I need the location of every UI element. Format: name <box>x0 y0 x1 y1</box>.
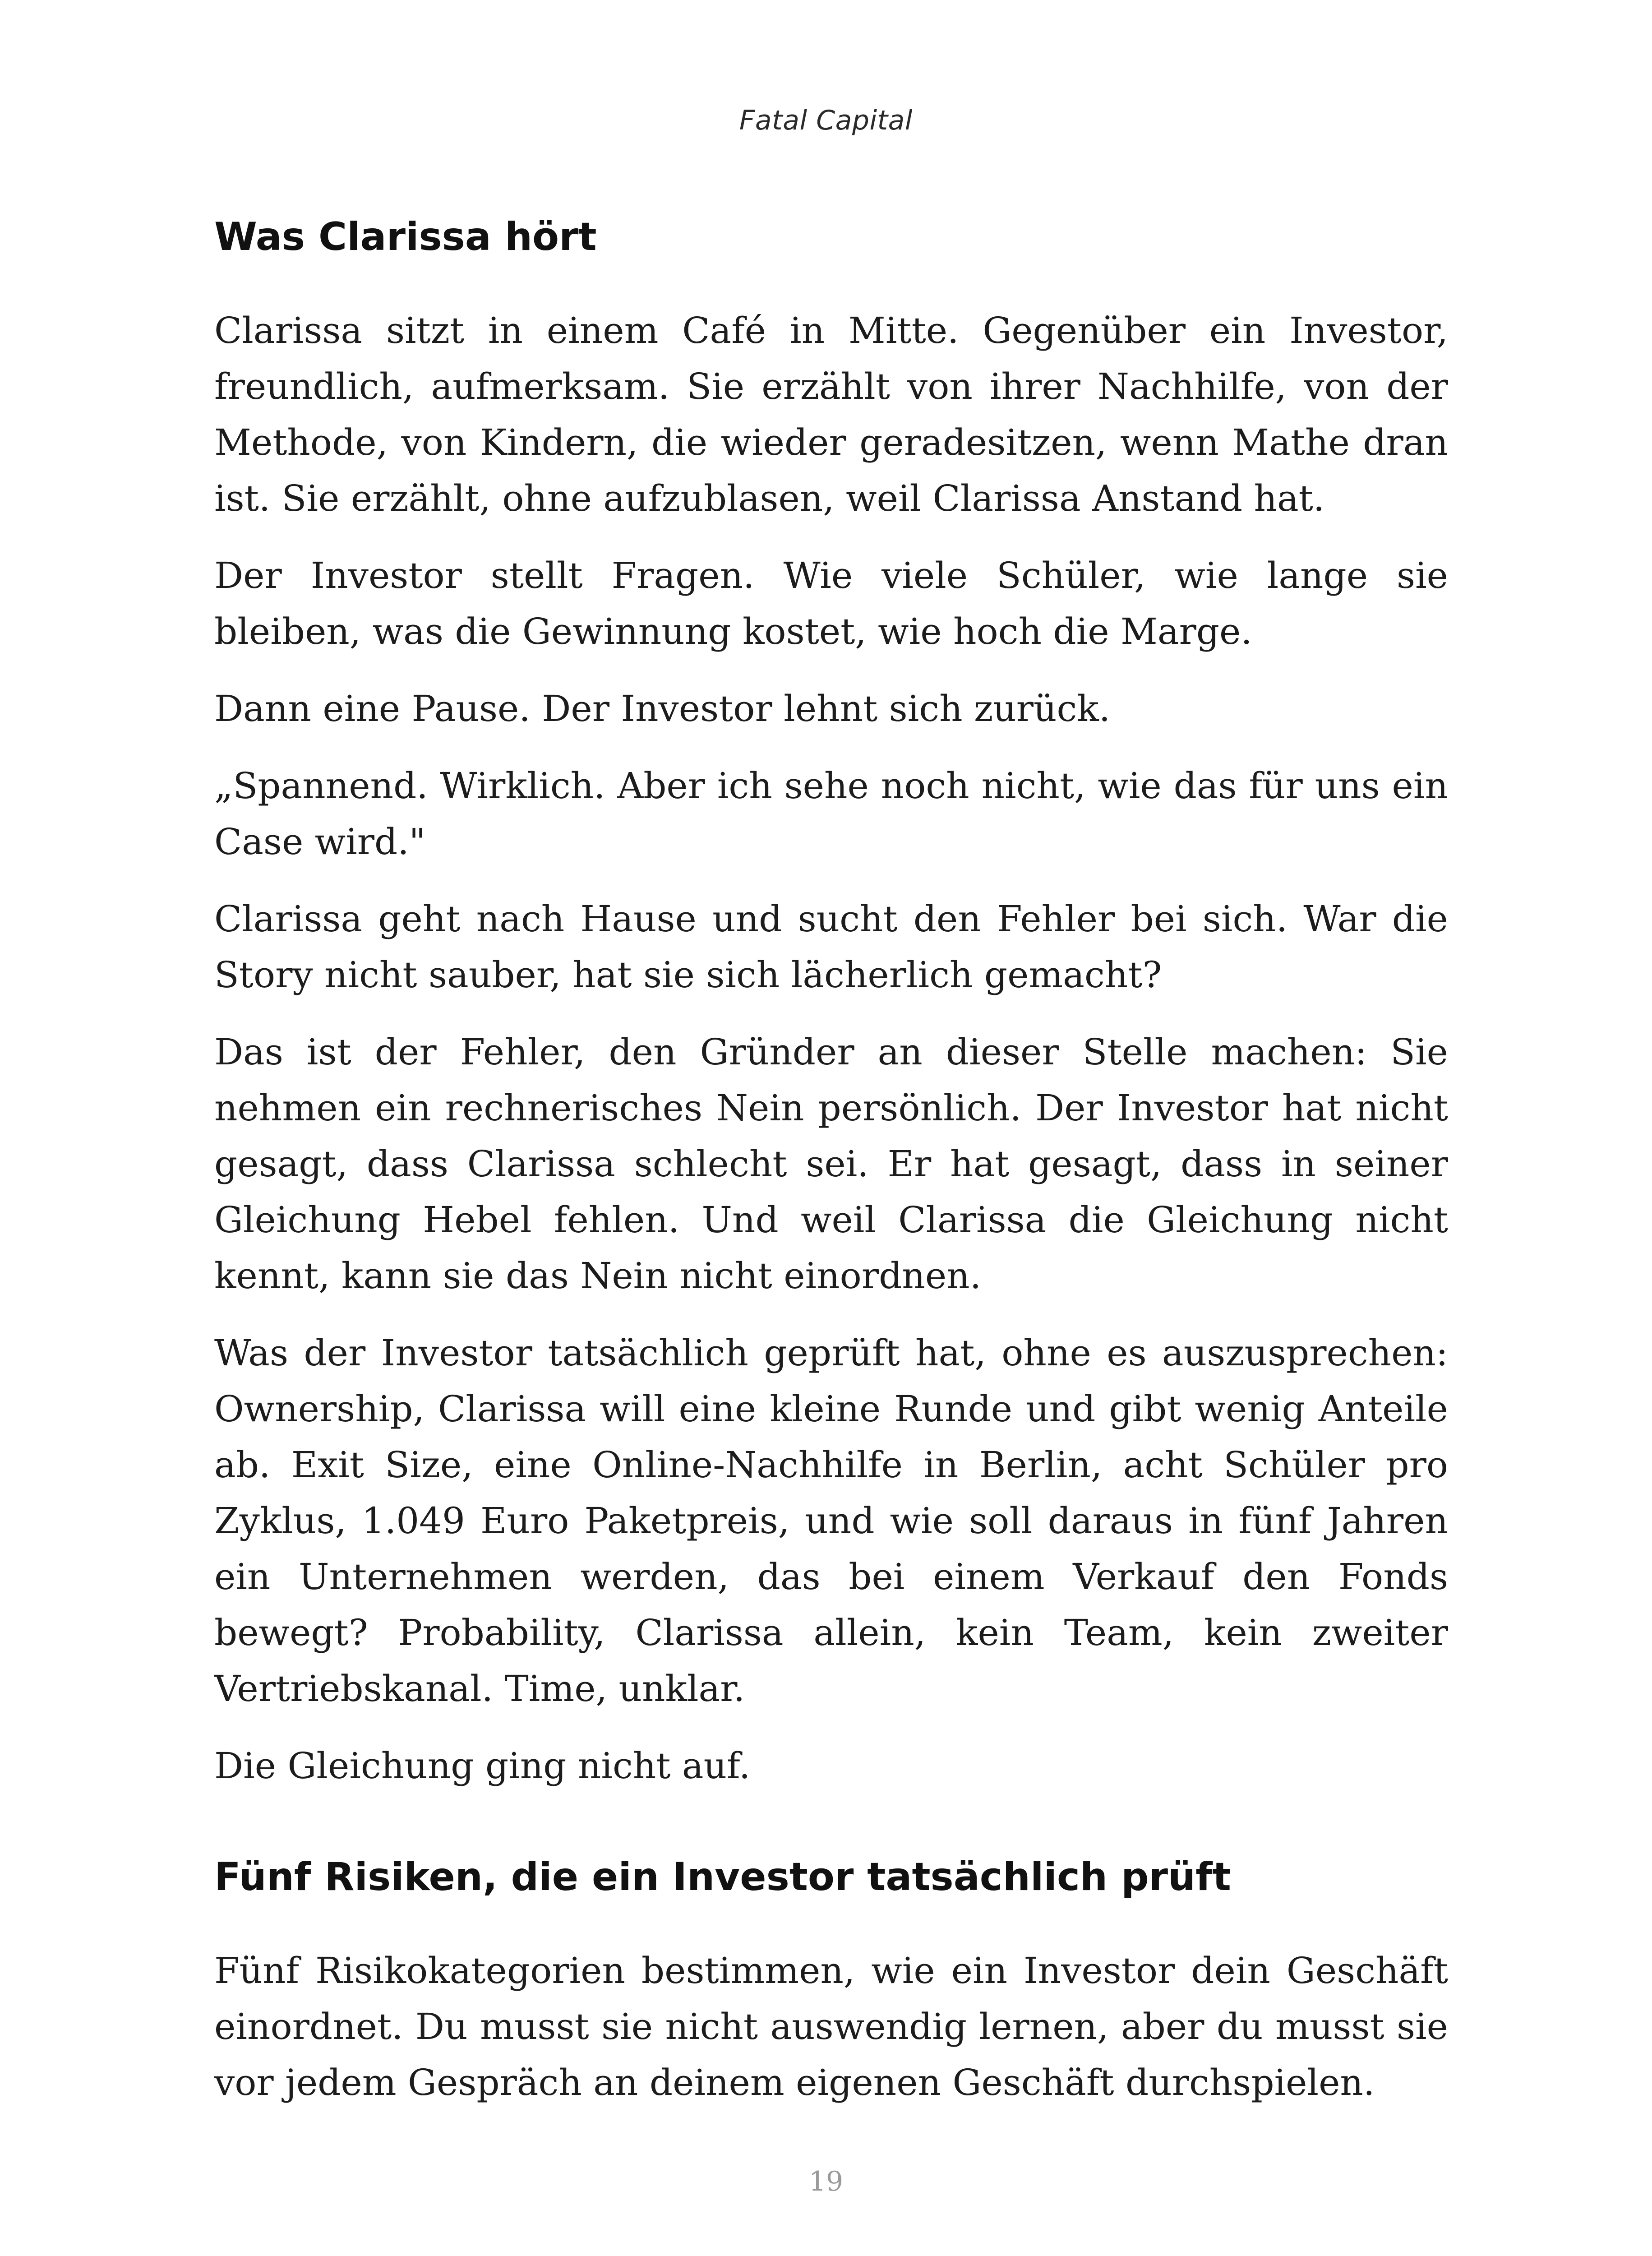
section-heading-was-clarissa-hoert: Was Clarissa hört <box>214 214 597 259</box>
running-header: Fatal Capital <box>739 105 913 136</box>
paragraph: Die Gleichung ging nicht auf. <box>214 1745 751 1787</box>
paragraph: Das ist der Fehler, den Gründer an dieser Stelle machen: Sie nehmen ein rechnerisches Nein persönlich. Der Investor hat nicht gesagt, dass Clarissa schlecht sei. Er hat gesagt, dass in seiner Gleichung Hebel fehlen. Und weil Clarissa die Gleichung nicht kennt, kann sie das Nein nicht einordnen. <box>214 1031 1448 1297</box>
paragraph: Clarissa geht nach Hause und sucht den Fehler bei sich. War die Story nicht sauber, hat sie sich lächerlich gemacht? <box>214 898 1448 996</box>
page-number: 19 <box>808 2166 844 2197</box>
section-heading-fuenf-risiken: Fünf Risiken, die ein Investor tatsächlich prüft <box>214 1854 1231 1900</box>
paragraph: „Spannend. Wirklich. Aber ich sehe noch nicht, wie das für uns ein Case wird." <box>214 765 1448 863</box>
paragraph: Fünf Risikokategorien bestimmen, wie ein Investor dein Geschäft einordnet. Du musst sie nicht auswendig lernen, aber du musst sie vor jedem Gespräch an deinem eigenen Geschäft durchspielen. <box>214 1950 1448 2103</box>
page-content <box>214 210 1448 2132</box>
paragraph: Dann eine Pause. Der Investor lehnt sich zurück. <box>214 688 1111 730</box>
paragraph: Clarissa sitzt in einem Café in Mitte. Gegenüber ein Investor, freundlich, aufmerksam. Sie erzählt von ihrer Nachhilfe, von der Methode, von Kindern, die wieder geradesitzen, wenn Mathe dran ist. Sie erzählt, ohne aufzublasen, weil Clarissa Anstand hat. <box>214 310 1448 519</box>
paragraph: Der Investor stellt Fragen. Wie viele Schüler, wie lange sie bleiben, was die Gewinnung kostet, wie hoch die Marge. <box>214 555 1448 652</box>
paragraph: Was der Investor tatsächlich geprüft hat, ohne es auszusprechen: Ownership, Clarissa will eine kleine Runde und gibt wenig Anteile ab. Exit Size, eine Online-Nachhilfe in Berlin, acht Schüler pro Zyklus, 1.049 Euro Paketpreis, und wie soll daraus in fünf Jahren ein Unternehmen werden, das bei einem Verkauf den Fonds bewegt? Probability, Clarissa allein, kein Team, kein zweiter Vertriebskanal. Time, unklar. <box>214 1332 1448 1710</box>
